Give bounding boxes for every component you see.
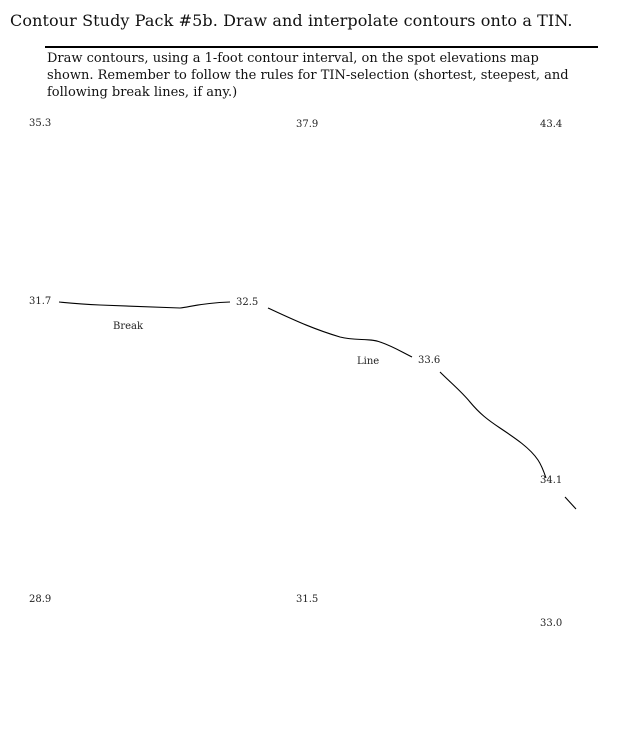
break-line-segment-3: [440, 372, 546, 478]
break-line-segment-4: [565, 497, 576, 509]
spot-elevation-label: 43.4: [540, 119, 563, 130]
break-line-segment-2: [268, 308, 412, 357]
spot-elevation-label: 34.1: [540, 475, 563, 486]
spot-elevation-label: 37.9: [296, 119, 319, 130]
spot-elevation-label: 35.3: [29, 118, 52, 129]
break-line-label-break: Break: [113, 321, 144, 332]
spot-elevation-label: 32.5: [236, 297, 259, 308]
spot-elevation-label: 33.6: [418, 355, 441, 366]
spot-elevation-label: 28.9: [29, 594, 52, 605]
spot-elevation-label: 31.5: [296, 594, 319, 605]
break-line-segment-1: [59, 302, 230, 308]
break-line-label-line: Line: [357, 356, 380, 367]
spot-elevation-label: 31.7: [29, 296, 52, 307]
instructions-text: Draw contours, using a 1-foot contour interval, on the spot elevations map shown. Remember to follow the rules for TIN-selection (shortest, steepest, and following break lines, if any.): [47, 51, 569, 100]
page-title: Contour Study Pack #5b. Draw and interpolate contours onto a TIN.: [10, 11, 573, 30]
spot-elevation-label: 33.0: [540, 618, 563, 629]
